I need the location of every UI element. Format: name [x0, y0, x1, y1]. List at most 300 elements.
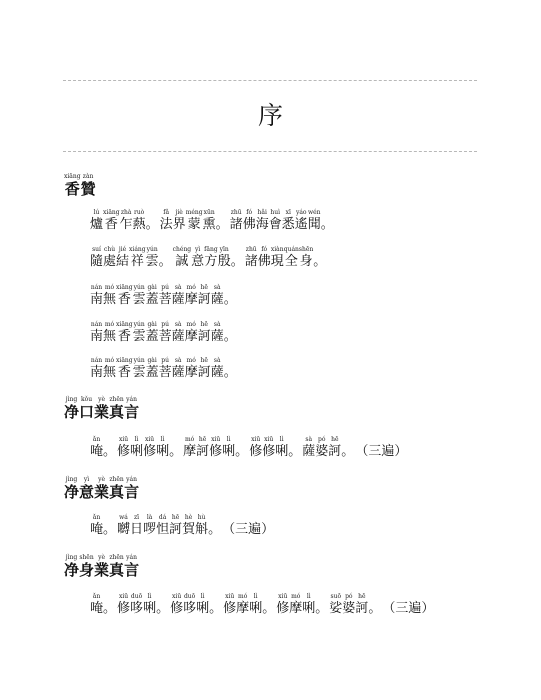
hanzi: 蒙 [187, 217, 201, 232]
ruby-character [196, 593, 209, 616]
ruby-character [94, 396, 109, 421]
hanzi: 祥 [130, 254, 144, 269]
pinyin: hē [200, 357, 208, 364]
hanzi: 身 [79, 561, 95, 579]
hanzi: 修 [249, 444, 263, 459]
ruby-character [117, 593, 130, 616]
ruby-character [90, 209, 103, 232]
ruby-character [81, 173, 96, 198]
pinyin: mó [104, 284, 115, 291]
pinyin: ǎn [92, 436, 101, 443]
pinyin: hē [171, 514, 180, 521]
hanzi: 摩 [184, 292, 198, 307]
pinyin: sà [174, 284, 182, 291]
ruby-character [282, 209, 295, 232]
hanzi: 言 [124, 403, 140, 421]
hanzi: 雲 [132, 365, 146, 380]
pinyin: lì [147, 593, 152, 600]
punctuation [146, 209, 160, 232]
ruby-character [103, 284, 116, 307]
ruby-character [129, 246, 146, 269]
pinyin: hù [197, 514, 206, 521]
section-heading [64, 173, 96, 198]
pinyin: xiāng [116, 357, 133, 364]
pinyin: yè [98, 396, 106, 403]
ruby-character [204, 246, 218, 269]
ruby-character [329, 593, 342, 616]
hanzi: 訶 [328, 444, 342, 459]
pinyin: mó [104, 321, 115, 328]
pinyin: wá [119, 514, 128, 521]
hanzi: 爐 [90, 217, 104, 232]
ruby-character [276, 593, 289, 616]
hanzi: 唎 [130, 444, 144, 459]
section-heading [64, 476, 139, 501]
pinyin: wén [307, 209, 321, 216]
pinyin: hē [331, 436, 339, 443]
hanzi: 法 [159, 217, 173, 232]
ruby-character [146, 321, 159, 344]
pinyin: xī [285, 209, 291, 216]
hanzi: 。 [223, 292, 237, 307]
pinyin: hē [200, 321, 208, 328]
pinyin: zhà [120, 209, 132, 216]
ruby-character [159, 284, 172, 307]
punctuation [313, 246, 327, 269]
hanzi: 訶 [197, 292, 211, 307]
pinyin: hē [198, 436, 207, 443]
ruby-character [223, 593, 236, 616]
pinyin: zhū [245, 246, 257, 253]
hanzi: 誠 [175, 254, 189, 269]
pinyin: jìng [65, 476, 78, 483]
pinyin: yún [133, 321, 145, 328]
hanzi: 娑 [329, 601, 343, 616]
ruby-character [90, 284, 103, 307]
punctuation [103, 436, 117, 459]
ruby-character [146, 357, 159, 380]
pinyin: yún [133, 284, 145, 291]
punctuation [156, 593, 170, 616]
hanzi: 贊 [80, 180, 96, 198]
pinyin: lú [93, 209, 100, 216]
punctuation [382, 593, 435, 616]
hanzi: 真 [109, 561, 125, 579]
ruby-character [185, 357, 198, 380]
hanzi: 諸 [244, 254, 258, 269]
ruby-character [172, 357, 185, 380]
pinyin: kǒu [80, 396, 93, 403]
hanzi: 殷 [217, 254, 231, 269]
hanzi: 香 [104, 217, 118, 232]
hanzi: 。 [103, 601, 117, 616]
pinyin: lì [160, 436, 165, 443]
ruby-character [90, 321, 103, 344]
pinyin: mó [291, 593, 301, 600]
punctuation [321, 209, 335, 232]
hanzi: 佛 [242, 217, 256, 232]
hanzi: 蓋 [145, 365, 159, 380]
hanzi: 斛 [195, 522, 209, 537]
hanzi: 婆 [315, 444, 329, 459]
ruby-character [109, 396, 124, 421]
pinyin: fó [261, 246, 268, 253]
hanzi: 修 [262, 444, 276, 459]
ruby-character [90, 357, 103, 380]
hanzi: 净 [64, 561, 80, 579]
hanzi: 唎 [275, 444, 289, 459]
ruby-character [211, 357, 224, 380]
pinyin: sà [174, 321, 182, 328]
hanzi: 。 [320, 217, 334, 232]
pinyin: quán [283, 246, 299, 253]
pinyin: xiāng [103, 209, 120, 216]
pinyin: xiū [211, 436, 221, 443]
ruby-character [159, 357, 172, 380]
ruby-character [243, 209, 256, 232]
punctuation [235, 436, 249, 459]
hanzi: 言 [124, 561, 140, 579]
ruby-character [183, 436, 196, 459]
pinyin: lì [200, 593, 205, 600]
hanzi: 處 [103, 254, 117, 269]
hanzi: 唵 [90, 522, 104, 537]
ruby-character [133, 209, 146, 232]
verse-line [90, 321, 238, 344]
ruby-character [146, 284, 159, 307]
hanzi: 乍 [119, 217, 133, 232]
hanzi: 蓋 [145, 292, 159, 307]
ruby-character [133, 321, 146, 344]
ruby-character [156, 514, 169, 537]
ruby-character [146, 246, 159, 269]
hanzi: 修 [143, 444, 157, 459]
ruby-character [182, 514, 195, 537]
pinyin: xiū [172, 593, 182, 600]
pinyin: lì [306, 593, 311, 600]
ruby-character [249, 436, 262, 459]
ruby-character [64, 396, 79, 421]
ruby-character [130, 436, 143, 459]
pinyin: yì [195, 246, 201, 253]
hanzi: 聞 [307, 217, 321, 232]
ruby-character [218, 246, 231, 269]
hanzi: 界 [172, 217, 186, 232]
pinyin: pó [345, 593, 353, 600]
ruby-character [185, 321, 198, 344]
ruby-character [116, 357, 133, 380]
hanzi: 香 [117, 329, 131, 344]
hanzi: 訶 [197, 365, 211, 380]
pinyin: sà [305, 436, 313, 443]
hanzi: 净 [64, 483, 80, 501]
hanzi: 。 [315, 601, 329, 616]
pinyin: yīn [219, 246, 229, 253]
ruby-character [262, 436, 275, 459]
ruby-character [133, 284, 146, 307]
ruby-character [90, 593, 103, 616]
verse-line [90, 514, 275, 537]
pinyin: pú [161, 284, 170, 291]
hanzi: 佛 [257, 254, 271, 269]
hanzi: 。 [230, 254, 244, 269]
ruby-character [117, 436, 130, 459]
hanzi: 。 [145, 217, 159, 232]
ruby-character [117, 514, 130, 537]
pinyin: jiè [175, 209, 183, 216]
punctuation [103, 514, 117, 537]
ruby-character [289, 593, 302, 616]
pinyin: duō [183, 593, 196, 600]
hanzi: 南 [90, 329, 104, 344]
hanzi: 薩 [171, 329, 185, 344]
hanzi: 隨 [90, 254, 104, 269]
pinyin: xiāng [64, 173, 81, 180]
ruby-character [143, 436, 156, 459]
hanzi: 日 [130, 522, 144, 537]
pinyin: lì [279, 436, 284, 443]
pinyin: jié [118, 246, 127, 253]
ruby-character [90, 246, 103, 269]
hanzi: 唎 [222, 444, 236, 459]
hanzi: 。 [169, 444, 183, 459]
hanzi: 南 [90, 292, 104, 307]
hanzi: 香 [64, 180, 80, 198]
hanzi: （三遍） [222, 522, 275, 537]
punctuation [262, 593, 276, 616]
hanzi: 。 [223, 329, 237, 344]
ruby-character [308, 209, 321, 232]
ruby-character [209, 436, 222, 459]
ruby-character [275, 436, 288, 459]
verse-line [90, 209, 335, 232]
pinyin: chéng [172, 246, 192, 253]
pinyin: nán [90, 321, 103, 328]
hanzi: 修 [117, 444, 131, 459]
hanzi: 熏 [202, 217, 216, 232]
hanzi: 訶 [196, 444, 210, 459]
ruby-character [64, 476, 79, 501]
verse-line [90, 246, 327, 269]
hanzi: 摩 [183, 444, 197, 459]
pinyin: chù [103, 246, 116, 253]
ruby-character [256, 209, 269, 232]
hanzi: 薩 [210, 329, 224, 344]
hanzi: 意 [191, 254, 205, 269]
ruby-character [302, 593, 315, 616]
hanzi: 無 [103, 365, 117, 380]
ruby-character [90, 514, 103, 537]
pinyin: shēn [298, 246, 314, 253]
pinyin: yán [126, 476, 137, 483]
hanzi: 唎 [143, 601, 157, 616]
pinyin: xiáng [129, 246, 146, 253]
hanzi: 薩 [210, 292, 224, 307]
hanzi: 。 [158, 254, 172, 269]
hanzi: 訶 [169, 522, 183, 537]
section-heading [64, 554, 139, 579]
ruby-character [249, 593, 262, 616]
hanzi: 唎 [196, 601, 210, 616]
pinyin: yì [83, 476, 90, 483]
ruby-character [79, 554, 94, 579]
ruby-character [170, 593, 183, 616]
ruby-character [198, 321, 211, 344]
hanzi: 。 [368, 601, 382, 616]
pinyin: sà [213, 357, 221, 364]
verse-line [90, 436, 408, 459]
verse-line [90, 593, 435, 616]
hanzi: 摩 [184, 329, 198, 344]
hanzi: 唵 [90, 444, 104, 459]
pinyin: xiū [118, 593, 129, 600]
hanzi: （三遍） [355, 444, 408, 459]
pinyin: ǎn [92, 593, 101, 600]
ruby-character [103, 321, 116, 344]
ruby-character [245, 246, 258, 269]
pinyin: gài [147, 357, 157, 364]
pinyin: lì [134, 436, 139, 443]
pinyin: zhēn [109, 476, 124, 483]
pinyin: lì [226, 436, 231, 443]
pinyin: sà [213, 284, 221, 291]
pinyin: huì [270, 209, 281, 216]
hanzi: 哆 [183, 601, 197, 616]
pinyin: jìng [65, 396, 78, 403]
ruby-character [133, 357, 146, 380]
hanzi: 哆 [130, 601, 144, 616]
ruby-character [160, 209, 173, 232]
hanzi: 。 [103, 444, 117, 459]
hanzi: 修 [117, 601, 131, 616]
ruby-character [269, 209, 282, 232]
hanzi: 薩 [171, 292, 185, 307]
ruby-character [185, 284, 198, 307]
hanzi: 婆 [342, 601, 356, 616]
ruby-character [271, 246, 284, 269]
pinyin: fǎ [163, 209, 170, 216]
hanzi: 爇 [132, 217, 146, 232]
hanzi: 菩 [158, 329, 172, 344]
hanzi: 摩 [184, 365, 198, 380]
pinyin: xūn [203, 209, 215, 216]
ruby-character [211, 284, 224, 307]
hanzi: 真 [109, 483, 125, 501]
pinyin: mó [186, 357, 196, 364]
pinyin: xiàn [270, 246, 284, 253]
pinyin: gài [147, 284, 157, 291]
pinyin: mó [104, 357, 115, 364]
pinyin: yán [126, 554, 137, 561]
punctuation [315, 593, 329, 616]
punctuation [209, 593, 223, 616]
ruby-character [116, 284, 133, 307]
punctuation [103, 593, 117, 616]
punctuation [222, 514, 275, 537]
hanzi: 意 [79, 483, 95, 501]
hanzi: （三遍） [382, 601, 435, 616]
pinyin: là [146, 514, 153, 521]
ruby-character [191, 246, 204, 269]
hanzi: 。 [215, 217, 229, 232]
ruby-character [103, 246, 116, 269]
hanzi: 海 [255, 217, 269, 232]
pinyin: xiāng [116, 284, 133, 291]
pinyin: xiū [118, 436, 129, 443]
punctuation [288, 436, 302, 459]
ruby-character [295, 209, 308, 232]
section-heading [64, 396, 139, 421]
pinyin: mó [186, 321, 196, 328]
pinyin: hē [200, 284, 208, 291]
ruby-character [103, 209, 120, 232]
ruby-character [211, 321, 224, 344]
pinyin: duō [130, 593, 143, 600]
ruby-character [124, 396, 139, 421]
ruby-character [195, 514, 208, 537]
pinyin: pó [318, 436, 326, 443]
hanzi: 薩 [171, 365, 185, 380]
punctuation [169, 436, 183, 459]
ruby-character [173, 246, 191, 269]
pinyin: zhū [230, 209, 242, 216]
hanzi: 唵 [90, 601, 104, 616]
ruby-character [284, 246, 299, 269]
punctuation [224, 321, 238, 344]
hanzi: 業 [94, 403, 110, 421]
pinyin: xiū [251, 436, 261, 443]
hanzi: 净 [64, 403, 80, 421]
ruby-character [198, 284, 211, 307]
hanzi: 唎 [249, 601, 263, 616]
ruby-character [79, 396, 94, 421]
top-divider [63, 80, 477, 81]
hanzi: 。 [313, 254, 327, 269]
hanzi: 會 [268, 217, 282, 232]
ruby-character [94, 554, 109, 579]
ruby-character [64, 554, 79, 579]
pinyin: suí [92, 246, 101, 253]
hanzi: 南 [90, 365, 104, 380]
pinyin: nán [90, 284, 103, 291]
pinyin: méng [185, 209, 203, 216]
hanzi: 結 [116, 254, 130, 269]
pinyin: nán [90, 357, 103, 364]
ruby-character [124, 554, 139, 579]
hanzi: 賀 [182, 522, 196, 537]
pinyin: lì [253, 593, 258, 600]
ruby-character [183, 593, 196, 616]
pinyin: zhēn [109, 554, 124, 561]
pinyin: zàn [82, 173, 94, 180]
hanzi: 業 [94, 561, 110, 579]
ruby-character [302, 436, 315, 459]
pinyin: yáo [295, 209, 307, 216]
ruby-character [156, 436, 169, 459]
ruby-character [355, 593, 368, 616]
ruby-character [315, 436, 328, 459]
pinyin: dá [158, 514, 167, 521]
hanzi: 。 [341, 444, 355, 459]
hanzi: 修 [276, 601, 290, 616]
hanzi: 現 [270, 254, 284, 269]
pinyin: xiū [225, 593, 235, 600]
page-title: 序 [257, 101, 283, 130]
hanzi: 遙 [294, 217, 308, 232]
ruby-character [103, 357, 116, 380]
ruby-character [94, 476, 109, 501]
ruby-character [143, 593, 156, 616]
